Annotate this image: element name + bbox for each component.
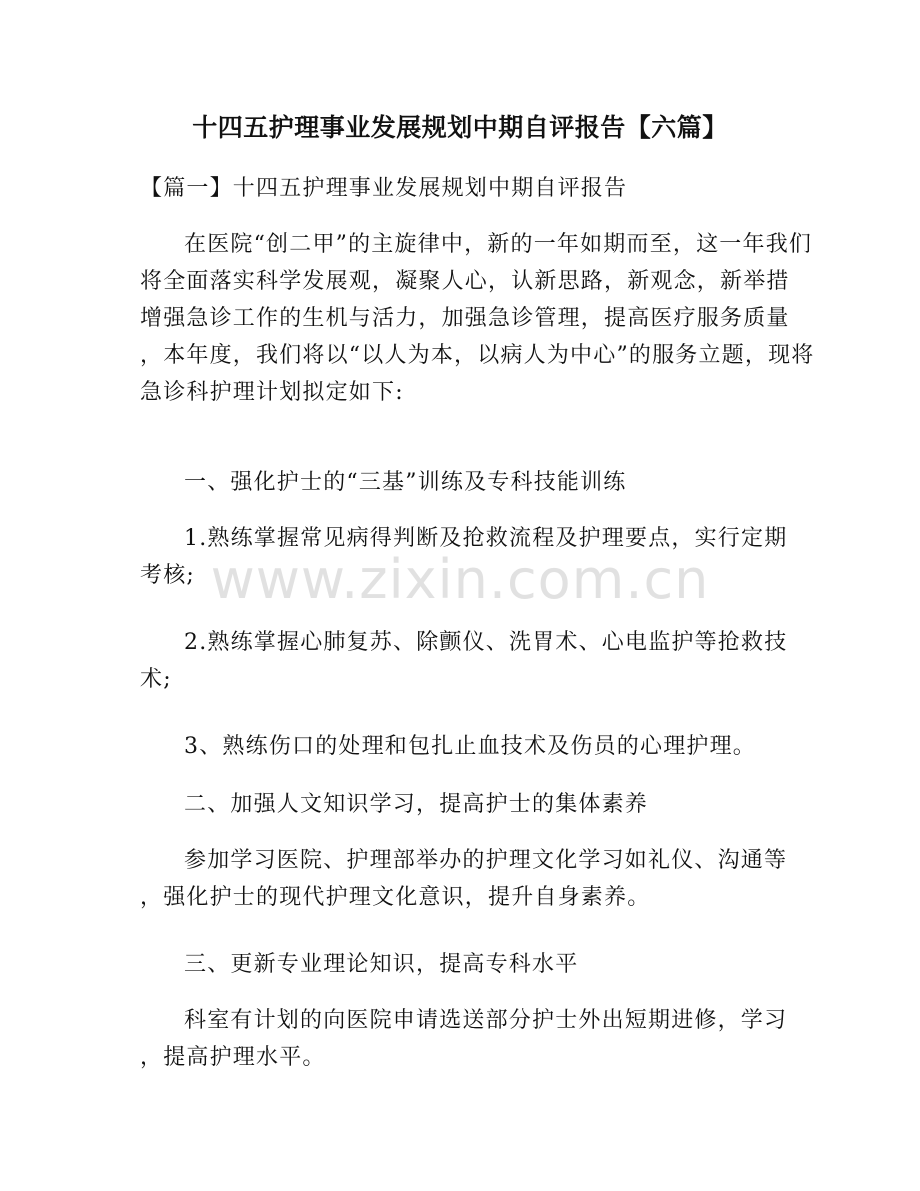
item-3-text: 3、熟练伤口的处理和包扎止血技术及伤员的心理护理。 bbox=[184, 734, 756, 759]
intro-line-4: ，本年度，我们将以“以人为本，以病人为中心”的服务立题，现将 bbox=[140, 343, 815, 368]
heading-2-text: 二、加强人文知识学习，提高护士的集体素养 bbox=[184, 792, 649, 817]
heading-3-text: 三、更新专业理论知识，提高专科水平 bbox=[184, 952, 579, 977]
document-title: 十四五护理事业发展规划中期自评报告【六篇】 bbox=[192, 113, 728, 142]
item-2-line-2: 术; bbox=[140, 667, 172, 692]
paragraph-2 bbox=[140, 842, 790, 916]
intro-line-5: 急诊科护理计划拟定如下: bbox=[140, 380, 404, 405]
watermark-text: www.zixin.com.cn bbox=[210, 548, 710, 611]
intro-line-2: 将全面落实科学发展观，凝聚人心，认新思路，新观念，新举措 bbox=[140, 269, 790, 294]
item-1 bbox=[140, 520, 790, 594]
paragraph-3 bbox=[140, 1002, 790, 1076]
section-heading-text: 【篇一】十四五护理事业发展规划中期自评报告 bbox=[140, 176, 628, 201]
item-2-line-1: 2.熟练掌握心肺复苏、除颤仪、洗胃术、心电监护等抢救技 bbox=[184, 630, 788, 655]
intro-line-1: 在医院“创二甲”的主旋律中，新的一年如期而至，这一年我们 bbox=[184, 232, 813, 257]
heading-3 bbox=[140, 946, 790, 983]
item-1-line-1: 1.熟练掌握常见病得判断及抢救流程及护理要点，实行定期 bbox=[184, 526, 788, 551]
heading-1 bbox=[140, 464, 790, 501]
heading-2 bbox=[140, 786, 790, 823]
section-heading bbox=[140, 170, 790, 207]
paragraph-3-line-2: ，提高护理水平。 bbox=[140, 1045, 326, 1070]
paragraph-2-line-2: ，强化护士的现代护理文化意识，提升自身素养。 bbox=[140, 885, 651, 910]
intro-paragraph bbox=[140, 226, 815, 411]
paragraph-2-line-1: 参加学习医院、护理部举办的护理文化学习如礼仪、沟通等 bbox=[184, 848, 788, 873]
paragraph-3-line-1: 科室有计划的向医院申请选送部分护士外出短期进修，学习 bbox=[184, 1008, 788, 1033]
intro-line-3: 增强急诊工作的生机与活力，加强急诊管理，提高医疗服务质量 bbox=[140, 306, 790, 331]
heading-1-text: 一、强化护士的“三基”训练及专科技能训练 bbox=[184, 470, 627, 495]
item-3 bbox=[140, 728, 790, 765]
item-2 bbox=[140, 624, 790, 698]
item-1-line-2: 考核; bbox=[140, 563, 196, 588]
